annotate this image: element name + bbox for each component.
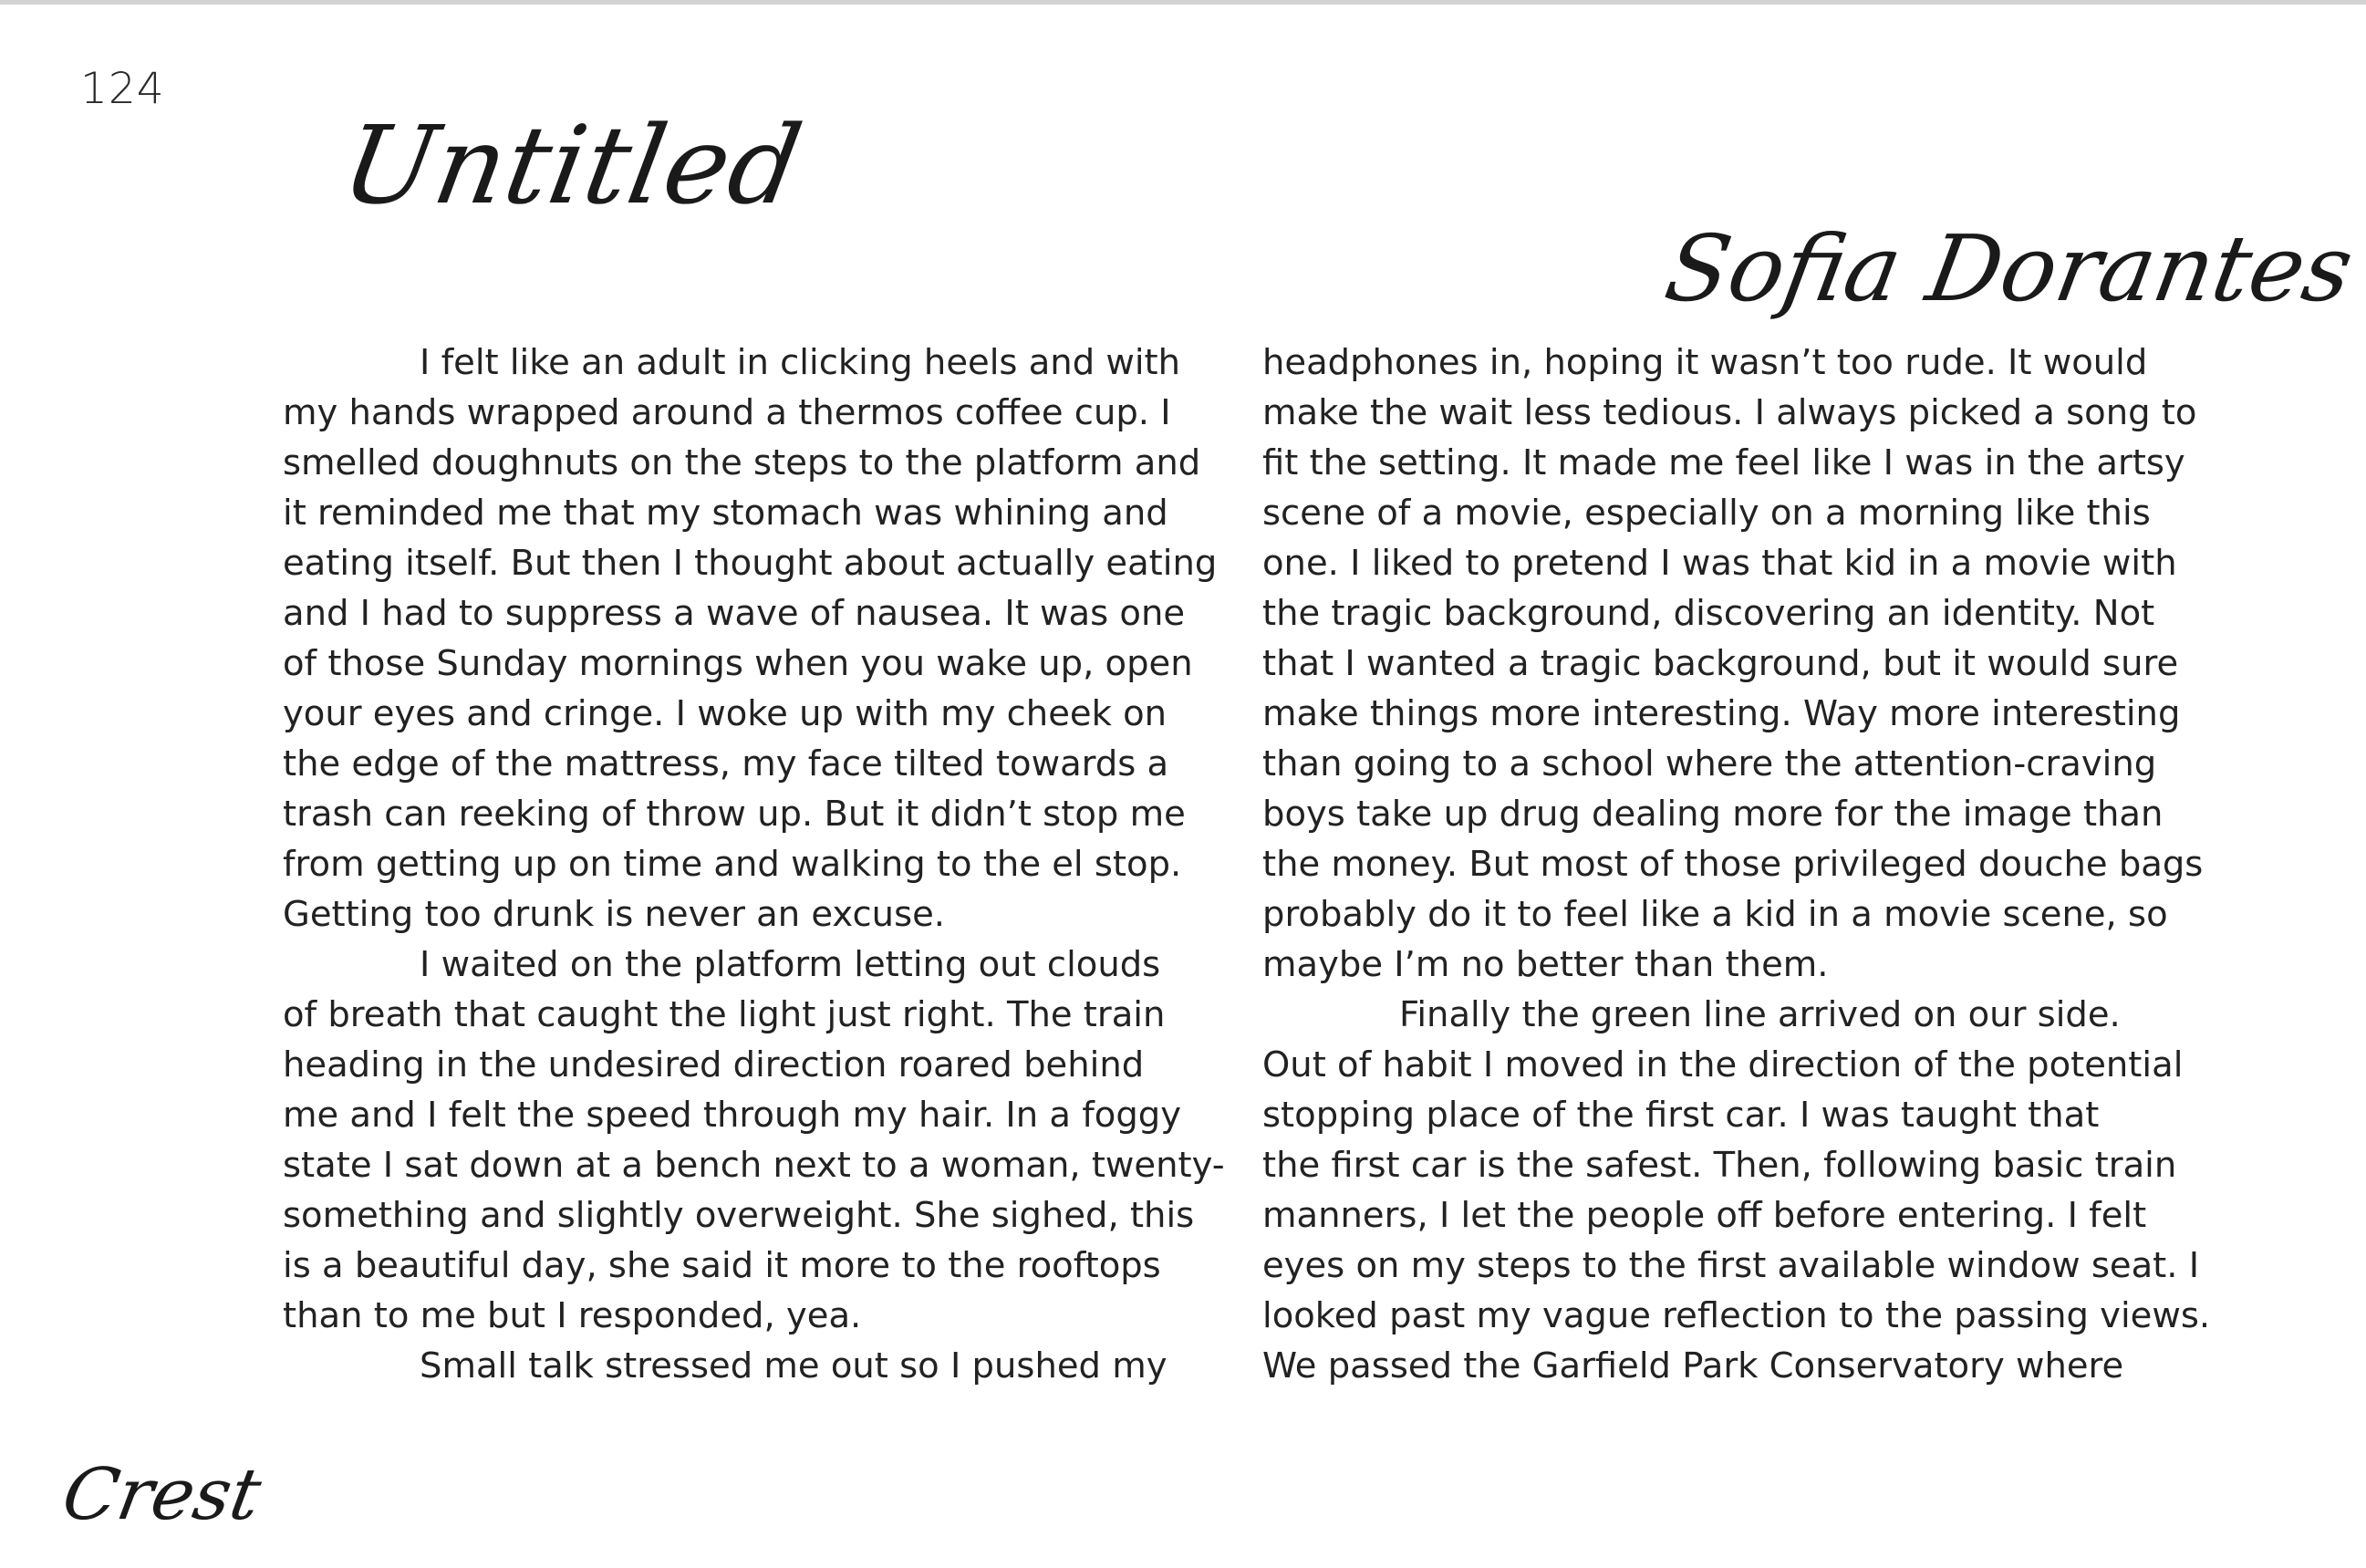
text-line: probably do it to feel like a kid in a movie scene, so bbox=[1262, 894, 2168, 935]
text-line: I waited on the platform letting out clouds bbox=[420, 944, 1161, 985]
text-line: heading in the undesired direction roared behind bbox=[283, 1044, 1145, 1085]
text-line: make the wait less tedious. I always picked a song to bbox=[1262, 392, 2197, 433]
text-line: than going to a school where the attention-craving bbox=[1262, 743, 2157, 784]
author-signature: Sofia Dorantes bbox=[1657, 215, 2361, 322]
text-line: it reminded me that my stomach was whining and bbox=[283, 493, 1168, 534]
text-line: I felt like an adult in clicking heels and with bbox=[420, 342, 1181, 383]
text-column-right bbox=[1262, 337, 2211, 1391]
text-line: than to me but I responded, yea. bbox=[283, 1295, 862, 1336]
text-line: We passed the Garfield Park Conservatory where bbox=[1262, 1345, 2124, 1386]
text-line: Small talk stressed me out so I pushed my bbox=[420, 1345, 1167, 1386]
text-line: make things more interesting. Way more interesting bbox=[1262, 693, 2181, 734]
text-line: eating itself. But then I thought about actually eating bbox=[283, 543, 1218, 584]
publication-mark: Crest bbox=[57, 1454, 267, 1536]
page-number: 124 bbox=[80, 64, 165, 114]
text-line: of breath that caught the light just right. The train bbox=[283, 994, 1166, 1035]
text-line: one. I liked to pretend I was that kid in a movie with bbox=[1262, 543, 2177, 584]
text-line: from getting up on time and walking to the el stop. bbox=[283, 844, 1182, 885]
story-title: Untitled bbox=[333, 102, 812, 228]
text-line: is a beautiful day, she said it more to the rooftops bbox=[283, 1245, 1161, 1286]
text-line: of those Sunday mornings when you wake up, open bbox=[283, 643, 1193, 684]
text-line: Getting too drunk is never an excuse. bbox=[283, 894, 946, 935]
text-line: headphones in, hoping it wasn’t too rude. It would bbox=[1262, 342, 2148, 383]
text-line: my hands wrapped around a thermos coffee cup. I bbox=[283, 392, 1171, 433]
text-line: the tragic background, discovering an identity. Not bbox=[1262, 593, 2155, 634]
text-line: eyes on my steps to the first available window seat. I bbox=[1262, 1245, 2200, 1286]
text-line: fit the setting. It made me feel like I was in the artsy bbox=[1262, 442, 2185, 483]
text-line: your eyes and cringe. I woke up with my cheek on bbox=[283, 693, 1167, 734]
text-line: manners, I let the people off before entering. I felt bbox=[1262, 1195, 2147, 1236]
text-line: trash can reeking of throw up. But it didn’t stop me bbox=[283, 794, 1186, 835]
text-line: me and I felt the speed through my hair. In a foggy bbox=[283, 1095, 1182, 1136]
text-column-left bbox=[283, 337, 1225, 1391]
text-line: and I had to suppress a wave of nausea. It was one bbox=[283, 593, 1186, 634]
text-line: the first car is the safest. Then, following basic train bbox=[1262, 1145, 2177, 1186]
page-top-edge bbox=[0, 0, 2366, 5]
text-line: the money. But most of those privileged douche bags bbox=[1262, 844, 2204, 885]
text-line: looked past my vague reflection to the passing views. bbox=[1262, 1295, 2211, 1336]
text-line: something and slightly overweight. She sighed, this bbox=[283, 1195, 1195, 1236]
text-line: Finally the green line arrived on our side. bbox=[1399, 994, 2121, 1035]
text-line: that I wanted a tragic background, but it would sure bbox=[1262, 643, 2179, 684]
text-line: maybe I’m no better than them. bbox=[1262, 944, 1829, 985]
text-line: smelled doughnuts on the steps to the platform and bbox=[283, 442, 1201, 483]
text-line: boys take up drug dealing more for the image than bbox=[1262, 794, 2164, 835]
text-line: scene of a movie, especially on a morning like this bbox=[1262, 493, 2151, 534]
text-line: the edge of the mattress, my face tilted towards a bbox=[283, 743, 1169, 784]
text-line: state I sat down at a bench next to a woman, twenty- bbox=[283, 1145, 1225, 1186]
text-line: Out of habit I moved in the direction of the potential bbox=[1262, 1044, 2184, 1085]
text-line: stopping place of the first car. I was taught that bbox=[1262, 1095, 2100, 1136]
